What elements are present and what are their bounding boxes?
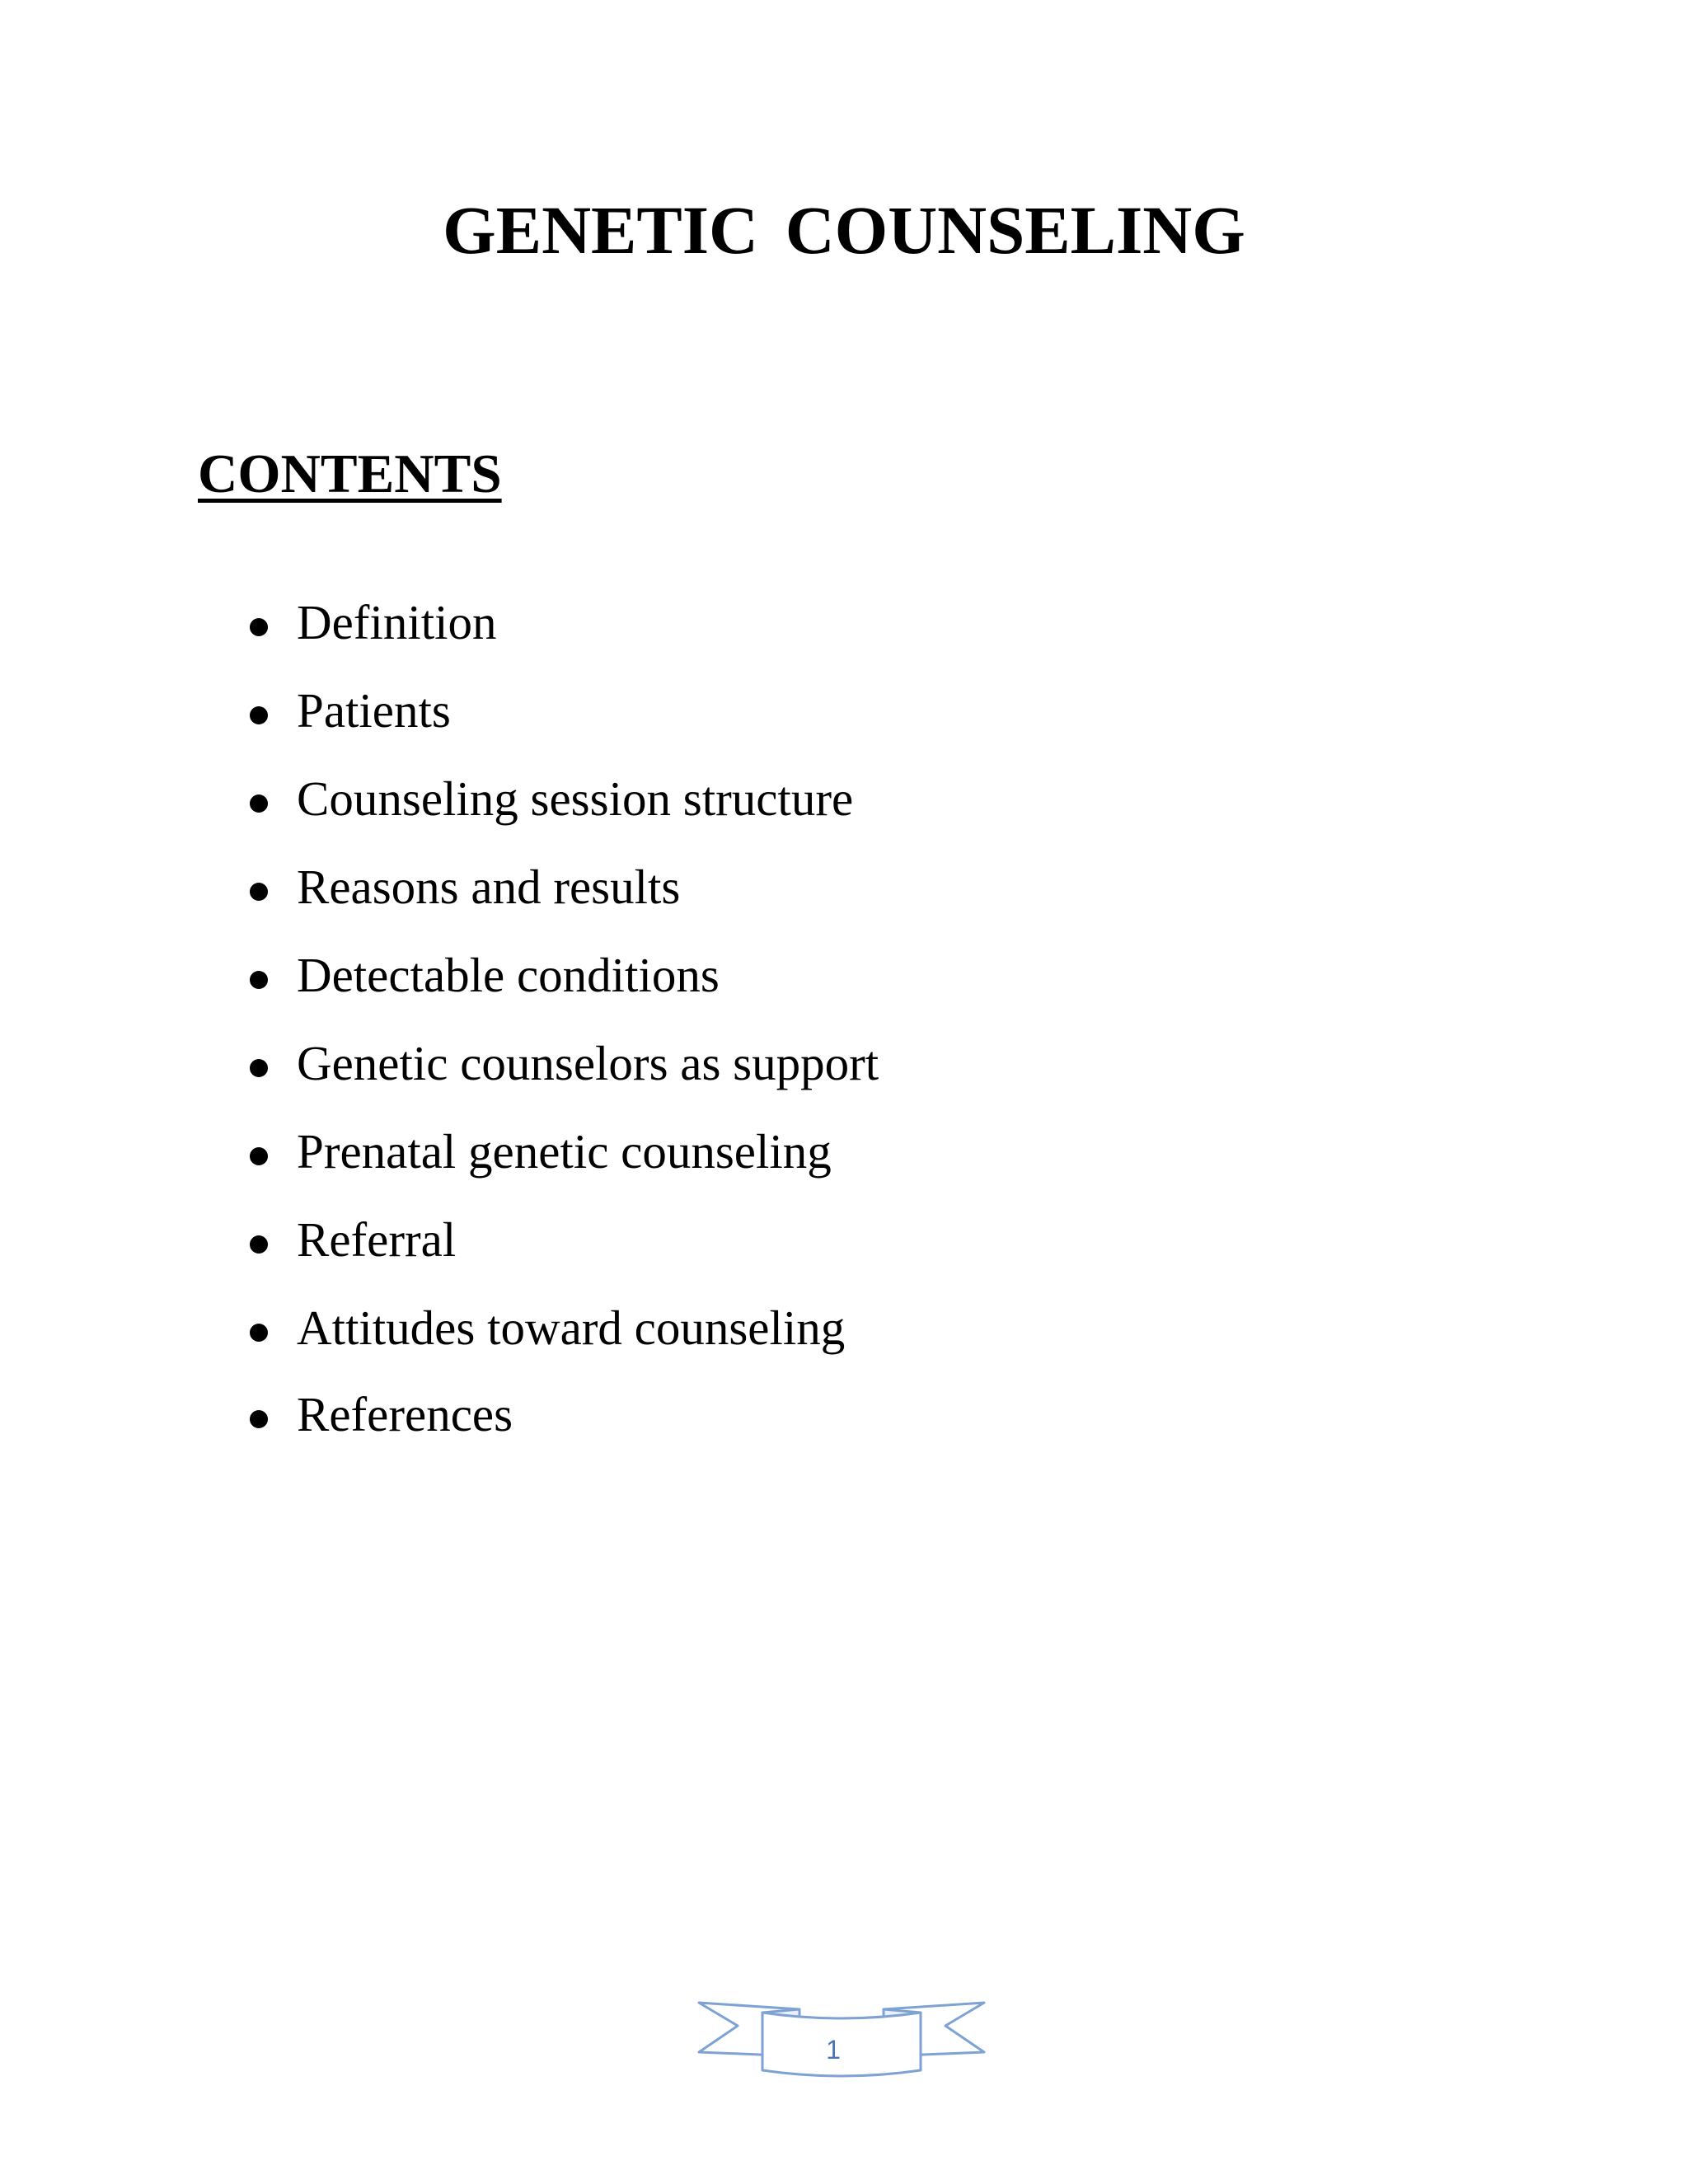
bullet-icon <box>250 1235 268 1254</box>
bullet-icon <box>250 1324 268 1342</box>
contents-heading: CONTENTS <box>198 443 502 504</box>
list-item-label: Counseling session structure <box>297 771 854 826</box>
list-item-label: Referral <box>297 1212 457 1267</box>
list-item-label: Prenatal genetic counseling <box>297 1124 832 1179</box>
page-title: GENETIC COUNSELING <box>443 192 1245 268</box>
list-item-label: Definition <box>297 595 497 649</box>
bullet-icon <box>250 1410 268 1428</box>
bullet-icon <box>250 618 268 636</box>
page-number: 1 <box>826 2035 841 2064</box>
list-item-label: Attitudes toward counseling <box>297 1301 846 1355</box>
list-item-label: Patients <box>297 683 451 738</box>
bullet-icon <box>250 706 268 724</box>
list-item-label: Genetic counselors as support <box>297 1036 879 1090</box>
bullet-icon <box>250 1059 268 1077</box>
list-item-label: Detectable conditions <box>297 948 720 1002</box>
list-item-label: References <box>297 1387 513 1441</box>
bullet-icon <box>250 883 268 901</box>
bullet-icon <box>250 794 268 813</box>
bullet-icon <box>250 971 268 989</box>
bullet-icon <box>250 1147 268 1165</box>
list-item-label: Reasons and results <box>297 860 681 914</box>
